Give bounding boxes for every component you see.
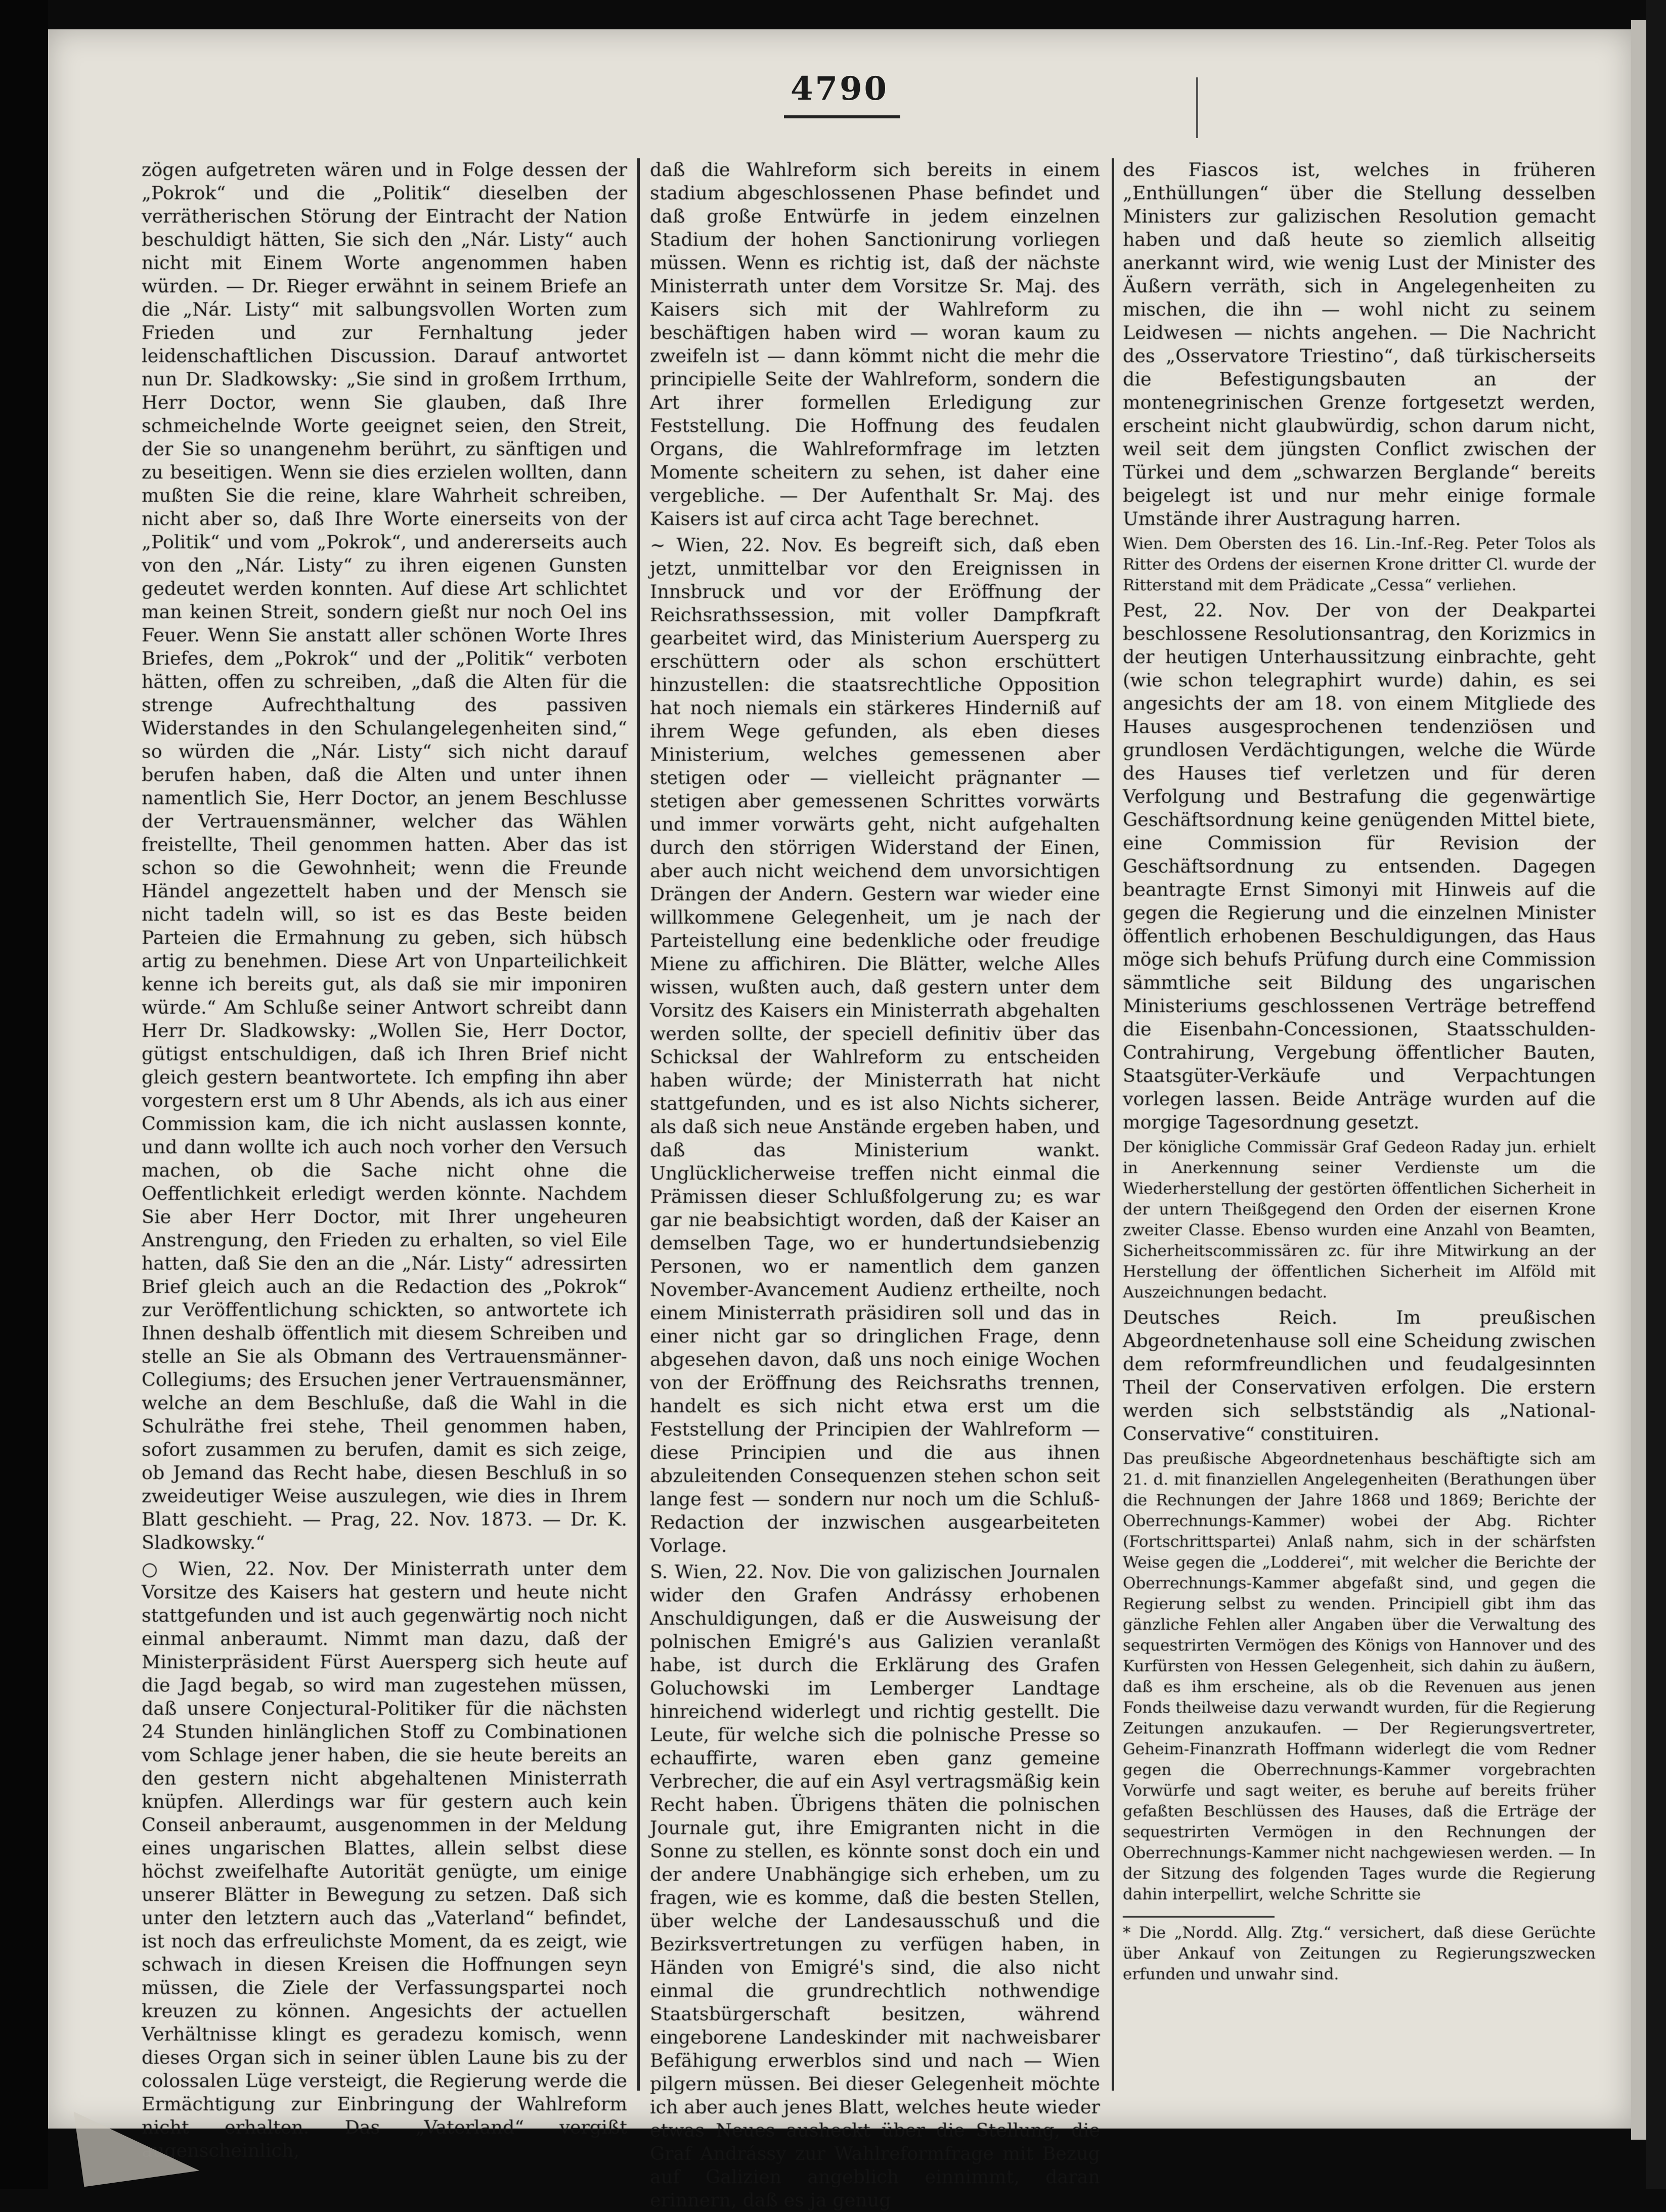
margin-mark	[1196, 77, 1198, 138]
adjacent-page-edge	[1631, 20, 1646, 2140]
article-andrassy-continuation: des Fiascos ist, welches in früheren „Enthüllungen“ über die Stellung desselben Ministers zur galizischen Resolution gemacht haben und daß heute so ziemlich allseitig anerkannt wird, wie wenig Lust der Minister des Äußern verräth, sich in Angelegenheiten zu mischen, die ihn — wohl nicht zu seinem Leidwesen — nichts angehen. — Die Nachricht des „Osservatore Triestino“, daß türkischerseits die Befestigungsbauten an der montenegrinischen Grenze fortgesetzt werden, erscheint nicht glaubwürdig, schon darum nicht, weil seit dem jüngsten Conflict zwischen der Türkei und dem „schwarzen Berglande“ bereits beigelegt ist und nur mehr einige formale Umstände ihrer Austragung harren.	[1123, 159, 1596, 530]
footnote: * Die „Nordd. Allg. Ztg.“ versichert, daß diese Gerüchte über Ankauf von Zeitungen zu Regierungszwecken erfunden und unwahr sind.	[1123, 1924, 1596, 1983]
scan-border-right	[1646, 0, 1666, 2189]
article-deutsches-reich: Deutsches Reich. Im preußischen Abgeordnetenhause soll eine Scheidung zwischen dem reformfreundlichen und feudalgesinnten Theil der Conservativen erfolgen. Die erstern werden sich selbstständig als „National-Conservative“ constituiren.	[1123, 1307, 1596, 1445]
notice-wien-ritterstand: Wien. Dem Obersten des 16. Lin.-Inf.-Reg. Peter Tolos als Ritter des Ordens der eisernen Krone dritter Cl. wurde der Ritterstand mit dem Prädicate „Cessa“ verliehen.	[1123, 535, 1596, 594]
article-preussisches-abgeordnetenhaus: Das preußische Abgeordnetenhaus beschäftigte sich am 21. d. mit finanziellen Angelegenheiten (Berathungen über die Rechnungen der Jahre 1868 und 1869; Berichte der Oberrechnungs-Kammer) wobei der Abg. Richter (Fortschrittspartei) Anlaß nahm, sich in der schärfsten Weise gegen die „Lodderei“, mit welcher die Berichte der Oberrechnungs-Kammer abgefaßt sind, und gegen die Regierung selbst zu wenden. Principiell gibt ihm das gänzliche Fehlen aller Angaben über die Verwaltung des sequestrirten Vermögen des Königs von Hannover und des Kurfürsten von Hessen Gelegenheit, sich dahin zu äußern, daß es ihm erscheine, als ob die Revenuen aus jenen Fonds theilweise dazu verwandt wurden, für die Regierung Zeitungen anzukaufen. — Der Regierungsvertreter, Geheim-Finanzrath Hoffmann widerlegt die vom Redner gegen die Oberrechnungs-Kammer vorgebrachten Vorwürfe und sagt weiter, es beruhe auf bereits früher gefaßten Beschlüssen des Hauses, daß die Erträge der sequestrirten Vermögen in den Rechnungen der Oberrechnungs-Kammer nicht nachgewiesen werden. — In der Sitzung des folgenden Tages wurde die Regierung dahin interpellirt, welche Schritte sie	[1123, 1450, 1596, 1903]
page-corner-fold	[74, 2096, 200, 2187]
article-prag-continuation: zögen aufgetreten wären und in Folge dessen der „Pokrok“ und die „Politik“ dieselben der verrätherischen Störung der Eintracht der Nation beschuldigt hätten, Sie sich den „Nár. Listy“ auch nicht mit Einem Worte angenommen haben würden. — Dr. Rieger erwähnt in seinem Briefe an die „Nár. Listy“ mit salbungsvollen Worten zum Frieden und zur Fernhaltung jeder leidenschaftlichen Discussion. Darauf antwortet nun Dr. Sladkowsky: „Sie sind in großem Irrthum, Herr Doctor, wenn Sie glauben, daß Ihre schmeichelnde Worte geeignet seien, den Streit, der Sie so unangenehm berührt, zu sänftigen und zu beseitigen. Wenn sie dies erzielen wollten, dann mußten Sie die reine, klare Wahrheit schreiben, nicht aber so, daß Ihre Worte einerseits von der „Politik“ und vom „Pokrok“, und andererseits auch von den „Nár. Listy“ zu ihren eigenen Gunsten gedeutet werden konnten. Auf diese Art schlichtet man keinen Streit, sondern gießt nur noch Oel ins Feuer. Wenn Sie anstatt aller schönen Worte Ihres Briefes, dem „Pokrok“ und der „Politik“ verboten hätten, offen zu schreiben, „daß die Alten für die strenge Aufrechthaltung des passiven Widerstandes in den Schulangelegenheiten sind,“ so würden die „Nár. Listy“ sich nicht darauf berufen haben, daß die Alten und unter ihnen namentlich Sie, Herr Doctor, an jenem Beschlusse der Vertrauensmänner, welcher das Wählen freistellte, Theil genommen hatten. Aber das ist schon so die Gewohnheit; wenn die Freunde Händel angezettelt haben und der Mensch sie nicht tadeln will, so ist es das Beste beiden Parteien die Ermahnung zu geben, sich hübsch artig zu benehmen. Diese Art von Unparteilichkeit kenne ich bereits gut, als daß sie mir imponiren würde.“ Am Schluße seiner Antwort schreibt dann Herr Dr. Sladkowsky: „Wollen Sie, Herr Doctor, gütigst entschuldigen, daß ich Ihren Brief nicht gleich gestern beantwortete. Ich empfing ihn aber vorgestern erst um 8 Uhr Abends, als ich aus einer Commission kam, die ich nicht auslassen konnte, und dann wollte ich auch noch vorher den Versuch machen, ob die Sache nicht ohne die Oeffentlichkeit erledigt werden könnte. Nachdem Sie aber Herr Doctor, mit Ihrer ungeheuren Anstrengung, den Frieden zu erhalten, so viel Eile hatten, daß Sie den an die „Nár. Listy“ adressirten Brief gleich auch an die Redaction des „Pokrok“ zur Veröffentlichung schickten, so antwortete ich Ihnen deshalb öffentlich mit diesem Schreiben und stelle an Sie als Obmann des Vertrauensmänner-Collegiums; des Ersuchen jener Vertrauensmänner, welche an dem Beschluße, daß die Wahl in die Schulräthe frei stehe, Theil genommen haben, sofort zusammen zu berufen, damit es sich zeige, ob Jemand das Recht habe, diesen Beschluß in so zweideutiger Weise auszulegen, wie dies in Ihrem Blatt geschieht. — Prag, 22. Nov. 1873. — Dr. K. Sladkowsky.“	[142, 159, 627, 1553]
column-3	[1123, 158, 1596, 2096]
article-wien-galizien: S. Wien, 22. Nov. Die von galizischen Journalen wider den Grafen Andrássy erhobenen Anschuldigungen, daß er die Ausweisung der polnischen Emigré's aus Galizien veranlaßt habe, ist durch die Erklärung des Grafen Goluchowski im Lemberger Landtage hinreichend widerlegt und richtig gestellt. Die Leute, für welche sich die polnische Presse so echauffirte, waren eben ganz gemeine Verbrecher, die auf ein Asyl vertragsmäßig kein Recht haben. Übrigens thäten die polnischen Journale gut, ihre Emigranten nicht in die Sonne zu stellen, es könnte sonst doch ein und der andere Unabhängige sich erheben, um zu fragen, wie es komme, daß die besten Stellen, über welche der Landesausschuß und die Bezirksvertretungen zu verfügen haben, in Händen von Emigré's sind, die also nicht einmal die grundrechtlich nothwendige Staatsbürgerschaft besitzen, während eingeborene Landeskinder mit nachweisbarer Befähigung erwerblos sind und nach — Wien pilgern müssen. Bei dieser Gelegenheit möchte ich aber auch jenes Blatt, welches heute wieder etwas Neues ausheckt über die Stellung, die Graf Andrássy zur Wahlreformfrage mit Bezug auf Galizien angeblich einnimmt, daran erinnern, daß es ja genug	[650, 1561, 1100, 2211]
article-pest-resolution: Pest, 22. Nov. Der von der Deakpartei beschlossene Resolutionsantrag, den Korizmics in der heutigen Unterhaussitzung einbrachte, geht (wie schon telegraphirt wurde) dahin, es sei angesichts der am 18. von einem Mitgliede des Hauses ausgesprochenen tendenziösen und grundlosen Verdächtigungen, welche die Würde des Hauses tief verletzen und für deren Verfolgung und Bestrafung die gegenwärtige Geschäftsordnung keine genügenden Mittel biete, eine Commission für Revision der Geschäftsordnung zu entsenden. Dagegen beantragte Ernst Simonyi mit Hinweis auf die gegen die Regierung und die einzelnen Minister öffentlich erhobenen Beschuldigungen, das Haus möge sich behufs Prüfung durch eine Commission sämmtliche seit Bildung des ungarischen Ministeriums geschlossenen Verträge betreffend die Eisenbahn-Concessionen, Staatsschulden-Contrahirung, Vergebung öffentlicher Bauten, Staatsgüter-Verkäufe und Verpachtungen vorlegen lassen. Beide Anträge wurden auf die morgige Tagesordnung gesetzt.	[1123, 599, 1596, 1133]
article-wahlreform-continuation: daß die Wahlreform sich bereits in einem stadium abgeschlossenen Phase befindet und daß große Entwürfe in jedem einzelnen Stadium der hohen Sanctionirung vorliegen müssen. Wenn es richtig ist, daß der nächste Ministerrath unter dem Vorsitze Sr. Maj. des Kaisers sich mit der Wahlreform zu beschäftigen haben wird — woran kaum zu zweifeln ist — dann kömmt nicht die mehr die principielle Seite der Wahlreform, sondern die Art ihrer formellen Erledigung zur Feststellung. Die Hoffnung des feudalen Organs, die Wahlreformfrage im letzten Momente scheitern zu sehen, ist daher eine vergebliche. — Der Aufenthalt Sr. Maj. des Kaisers ist auf circa acht Tage berechnet.	[650, 159, 1100, 530]
column-2	[650, 158, 1100, 2211]
article-wien-ministerrath: ○ Wien, 22. Nov. Der Ministerrath unter dem Vorsitze des Kaisers hat gestern und heute nicht stattgefunden und ist auch gegenwärtig noch nicht einmal anberaumt. Nimmt man dazu, daß der Ministerpräsident Fürst Auersperg sich heute auf die Jagd begab, so wird man zugestehen müssen, daß unsere Conjectural-Politiker für die nächsten 24 Stunden hinlänglichen Stoff zu Combinationen vom Schlage jener haben, die sie heute bereits an den gestern nicht abgehaltenen Ministerrath knüpfen. Allerdings war für gestern auch kein Conseil anberaumt, ausgenommen in der Meldung eines ungarischen Blattes, allein selbst diese höchst zweifelhafte Autorität genügte, um einige unserer Blätter in Bewegung zu setzen. Daß sich unter den letztern auch das „Vaterland“ befindet, ist noch das erfreulichste Moment, da es zeigt, wie schwach in diesen Kreisen die Hoffnungen seyn müssen, die Ziele der Verfassungspartei noch kreuzen zu können. Angesichts der actuellen Verhältnisse klingt es geradezu komisch, wenn dieses Organ sich in seiner üblen Laune bis zu der colossalen Lüge versteigt, die Regierung werde die Ermächtigung zur Einbringung der Wahlreform nicht erhalten. Das „Vaterland“ vergißt augenscheinlich,	[142, 1558, 627, 2161]
article-wien-ministerium-auersperg: ∼ Wien, 22. Nov. Es begreift sich, daß eben jetzt, unmittelbar vor den Ereignissen in Innsbruck und vor der Eröffnung der Reichsrathssession, mit voller Dampfkraft gearbeitet wird, das Ministerium Auersperg zu erschüttern oder als schon erschüttert hinzustellen: die staatsrechtliche Opposition hat noch niemals ein stärkeres Hinderniß auf ihrem Wege gefunden, als eben dieses Ministerium, welches gemessenen aber stetigen oder — vielleicht prägnanter — stetigen aber gemessenen Schrittes vorwärts und immer vorwärts geht, nicht aufgehalten durch den störrigen Widerstand der Einen, aber auch nicht weichend dem unvorsichtigen Drängen der Andern. Gestern war wieder eine willkommene Gelegenheit, um je nach der Parteistellung eine bedenkliche oder freudige Miene zu affichiren. Die Blätter, welche Alles wissen, wußten auch, daß gestern unter dem Vorsitz des Kaisers ein Ministerrath abgehalten werden sollte, der speciell definitiv über das Schicksal der Wahlreform zu entscheiden haben würde; der Ministerrath hat nicht stattgefunden, und es ist also Nichts sicherer, als daß sich neue Anstände ergeben haben, und daß das Ministerium wankt. Unglücklicherweise treffen nicht einmal die Prämissen dieser Schlußfolgerung zu; es war gar nie beabsichtigt worden, daß der Kaiser an demselben Tage, wo er hundertundsiebenzig Personen, wo er namentlich dem ganzen November-Avancement Audienz ertheilte, noch einem Ministerrath präsidiren soll und das in einer nicht gar so dringlichen Frage, denn abgesehen davon, daß uns noch einige Wochen von der Eröffnung des Reichsraths trennen, handelt es sich nicht etwa erst um die Feststellung der Principien der Wahlreform — diese Principien und die aus ihnen abzuleitenden Consequenzen stehen schon seit lange fest — sondern nur noch um die Schluß-Redaction der inzwischen ausgearbeiteten Vorlage.	[650, 534, 1100, 1556]
scan-border-left	[0, 0, 48, 2189]
page-number-underline	[784, 115, 900, 118]
page-number: 4790	[790, 70, 889, 108]
footnote-rule	[1123, 1916, 1275, 1918]
newspaper-page	[48, 29, 1631, 2211]
notice-raday: Der königliche Commissär Graf Gedeon Raday jun. erhielt in Anerkennung seiner Verdienste um die Wiederherstellung der gestörten öffentlichen Sicherheit in der untern Theißgegend den Orden der eisernen Krone zweiter Classe. Ebenso wurden eine Anzahl von Beamten, Sicherheitscommissären zc. für ihre Mitwirkung an der Herstellung der öffentlichen Sicherheit im Alföld mit Auszeichnungen bedacht.	[1123, 1138, 1596, 1302]
column-divider-2	[1112, 158, 1114, 2091]
column-divider-1	[637, 158, 640, 2091]
column-1	[142, 158, 627, 2161]
